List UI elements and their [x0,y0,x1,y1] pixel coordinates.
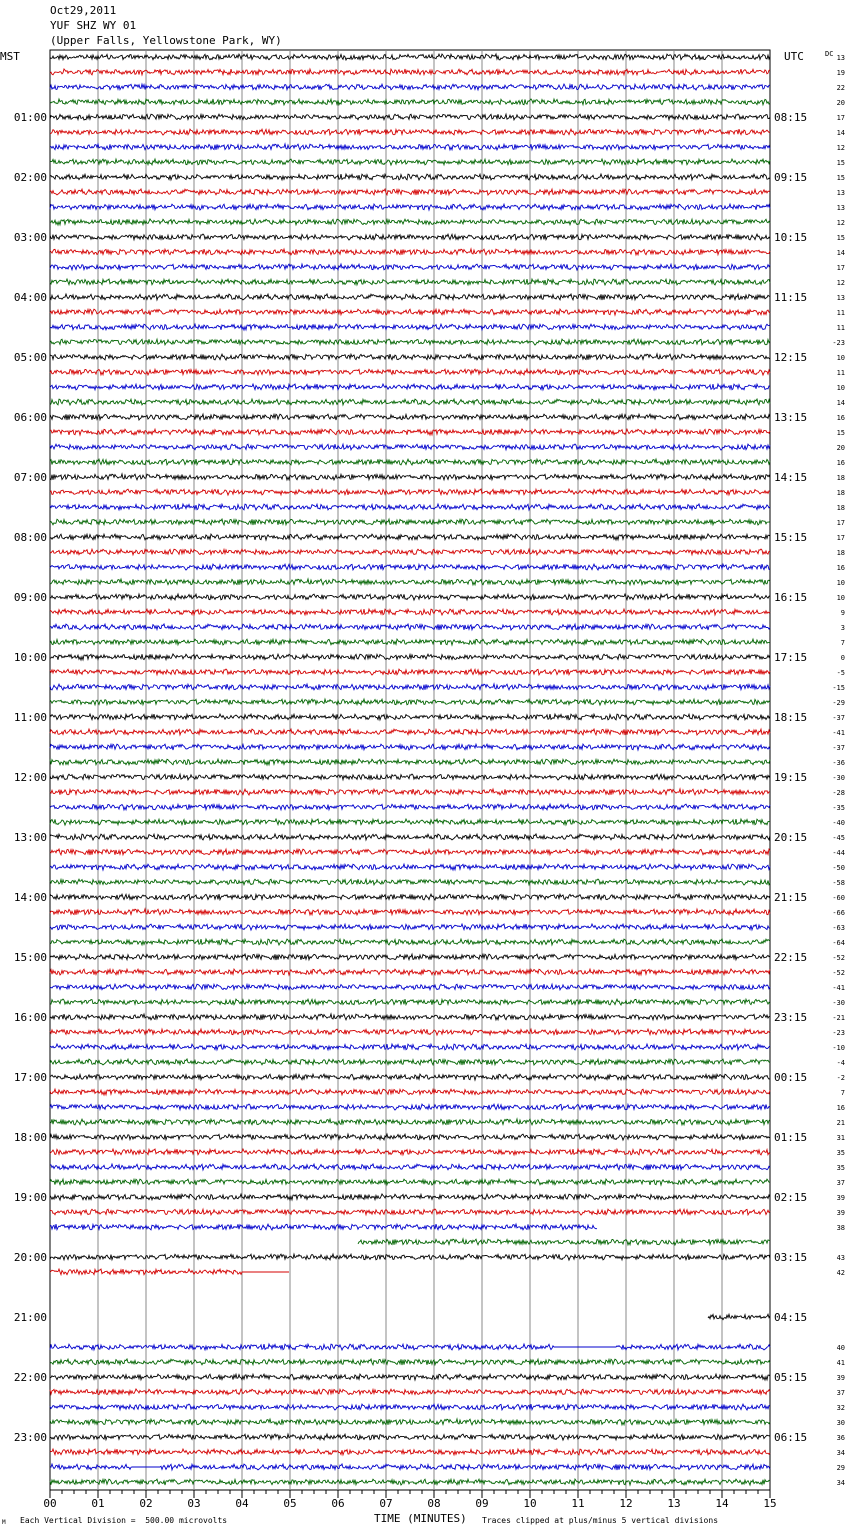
dc-offset-14: 17 [836,264,845,272]
mst-hour-label-8: 08:00 [13,531,47,544]
trace-row-41 [50,669,770,675]
utc-hour-label-9: 16:15 [774,591,808,604]
trace-row-69 [50,1089,770,1095]
dc-offset-50: -35 [832,804,845,812]
mst-hour-label-3: 03:00 [13,231,47,244]
dc-offset-71: 21 [836,1119,845,1127]
trace-row-87 [50,1359,770,1365]
utc-hour-label-14: 21:15 [774,891,808,904]
mst-hour-label-23: 23:00 [13,1431,47,1444]
dc-offset-75: 37 [836,1179,845,1187]
trace-row-91 [50,1419,770,1425]
dc-offset-70: 16 [836,1104,845,1112]
trace-row-25 [50,429,770,435]
dc-offset-69: 7 [840,1089,845,1097]
dc-offset-60: -52 [832,954,845,962]
dc-offset-95: 34 [836,1479,845,1487]
utc-hour-label-2: 09:15 [774,171,808,184]
x-tick-label-05: 05 [283,1497,297,1510]
trace-row-66 [50,1044,770,1050]
trace-row-14 [50,264,770,270]
trace-row-29 [50,489,770,495]
trace-row-17 [50,309,770,315]
header-date: Oct29,2011 [50,4,117,17]
trace-row-18 [50,324,770,330]
dc-offset-45: -41 [832,729,845,737]
trace-row-58 [50,924,770,930]
utc-hour-label-3: 10:15 [774,231,808,244]
dc-offset-32: 17 [836,534,845,542]
dc-offset-59: -64 [832,939,845,947]
mst-hour-label-1: 01:00 [13,111,47,124]
x-tick-label-02: 02 [139,1497,153,1510]
x-tick-label-11: 11 [571,1497,585,1510]
trace-row-74 [50,1164,770,1170]
mst-hour-label-18: 18:00 [13,1131,47,1144]
utc-hour-label-23: 06:15 [774,1431,808,1444]
trace-row-34 [50,564,770,570]
mst-hour-label-22: 22:00 [13,1371,47,1384]
dc-offset-19: -23 [832,339,845,347]
trace-row-10 [50,204,770,210]
trace-row-57 [50,909,770,915]
mst-hour-label-13: 13:00 [13,831,47,844]
dc-offset-57: -66 [832,909,845,917]
dc-offset-62: -41 [832,984,845,992]
x-tick-label-06: 06 [331,1497,345,1510]
trace-row-28 [50,474,770,480]
utc-hour-label-8: 15:15 [774,531,808,544]
mst-axis-label: MST [0,50,20,63]
x-tick-label-04: 04 [235,1497,249,1510]
footer-scale: Each Vertical Division = 500.00 microvolts [20,1516,228,1525]
trace-row-30 [50,504,770,510]
trace-row-1 [50,69,770,75]
trace-row-11 [50,219,770,225]
trace-row-67 [50,1059,770,1065]
trace-row-39 [50,639,770,645]
dc-offset-4: 17 [836,114,845,122]
footer-clip-note: Traces clipped at plus/minus 5 vertical divisions [482,1516,719,1525]
dc-offset-35: 10 [836,579,845,587]
dc-offset-37: 9 [840,609,845,617]
trace-row-40 [50,654,770,660]
utc-hour-label-20: 03:15 [774,1251,808,1264]
trace-row-21 [50,369,770,375]
trace-row-38 [50,624,770,630]
utc-hour-label-16: 23:15 [774,1011,808,1024]
utc-hour-label-6: 13:15 [774,411,808,424]
trace-row-6 [50,144,770,150]
mst-hour-label-14: 14:00 [13,891,47,904]
dc-offset-27: 16 [836,459,845,467]
trace-row-72 [50,1134,770,1140]
trace-row-56 [50,894,770,900]
dc-offset-22: 10 [836,384,845,392]
dc-offset-17: 11 [836,309,845,317]
trace-row-26 [50,444,770,450]
dc-offset-46: -37 [832,744,845,752]
x-tick-label-00: 00 [43,1497,57,1510]
x-tick-label-08: 08 [427,1497,441,1510]
utc-hour-label-21: 04:15 [774,1311,808,1324]
trace-row-33 [50,549,770,555]
trace-row-8 [50,174,770,180]
trace-row-84 [708,1314,770,1319]
trace-row-19 [50,339,770,345]
header-station: YUF SHZ WY 01 [50,19,137,32]
utc-hour-label-1: 08:15 [774,111,808,124]
dc-offset-54: -50 [832,864,845,872]
mst-hour-label-12: 12:00 [13,771,47,784]
dc-offset-72: 31 [836,1134,845,1142]
dc-offset-21: 11 [836,369,845,377]
dc-offset-51: -40 [832,819,845,827]
dc-offset-30: 18 [836,504,845,512]
trace-row-71 [50,1119,770,1125]
mst-hour-label-19: 19:00 [13,1191,47,1204]
x-tick-label-01: 01 [91,1497,105,1510]
x-tick-label-15: 15 [763,1497,777,1510]
mst-hour-label-2: 02:00 [13,171,47,184]
dc-offset-68: -2 [836,1074,845,1082]
trace-row-43 [50,699,770,705]
dc-offset-40: 0 [840,654,845,662]
mst-hour-label-21: 21:00 [13,1311,47,1324]
trace-row-88 [50,1374,770,1380]
dc-offset-56: -60 [832,894,845,902]
dc-offset-5: 14 [836,129,845,137]
dc-offset-3: 20 [836,99,845,107]
dc-offset-23: 14 [836,399,845,407]
dc-offset-73: 35 [836,1149,845,1157]
trace-row-86 [50,1344,770,1350]
dc-offset-10: 13 [836,204,845,212]
trace-row-24 [50,414,770,420]
dc-offset-74: 35 [836,1164,845,1172]
dc-offset-15: 12 [836,279,845,287]
dc-offset-88: 39 [836,1374,845,1382]
trace-row-64 [50,1014,770,1020]
dc-offset-6: 12 [836,144,845,152]
utc-axis-label: UTC [784,50,804,63]
dc-offset-25: 15 [836,429,845,437]
trace-row-12 [50,234,770,240]
trace-row-46 [50,744,770,750]
utc-hour-label-5: 12:15 [774,351,808,364]
x-tick-label-13: 13 [667,1497,681,1510]
trace-row-95 [50,1479,770,1485]
dc-offset-91: 30 [836,1419,845,1427]
trace-row-36 [50,594,770,600]
utc-hour-label-18: 01:15 [774,1131,808,1144]
trace-row-89 [50,1389,770,1395]
dc-offset-77: 39 [836,1209,845,1217]
trace-row-81 [50,1269,289,1275]
trace-row-53 [50,849,770,855]
utc-hour-label-7: 14:15 [774,471,808,484]
dc-offset-12: 15 [836,234,845,242]
x-tick-label-07: 07 [379,1497,393,1510]
trace-row-15 [50,279,770,285]
mst-hour-label-11: 11:00 [13,711,47,724]
trace-row-60 [50,954,770,960]
trace-row-23 [50,399,770,405]
dc-offset-90: 32 [836,1404,845,1412]
trace-row-70 [50,1104,770,1110]
mst-hour-label-20: 20:00 [13,1251,47,1264]
footer-mark: M [2,1519,6,1526]
trace-row-49 [50,789,770,795]
mst-hour-label-16: 16:00 [13,1011,47,1024]
header-location: (Upper Falls, Yellowstone Park, WY) [50,34,282,47]
trace-row-42 [50,684,770,690]
trace-row-79 [358,1239,770,1245]
trace-row-76 [50,1194,770,1200]
trace-row-93 [50,1449,770,1455]
utc-hour-label-15: 22:15 [774,951,808,964]
dc-offset-2: 22 [836,84,845,92]
dc-offset-67: -4 [836,1059,845,1067]
dc-offset-38: 3 [840,624,845,632]
utc-hour-label-12: 19:15 [774,771,808,784]
dc-offset-20: 10 [836,354,845,362]
utc-hour-label-17: 00:15 [774,1071,808,1084]
dc-offset-33: 18 [836,549,845,557]
mst-hour-label-7: 07:00 [13,471,47,484]
dc-offset-52: -45 [832,834,845,842]
mst-hour-label-6: 06:00 [13,411,47,424]
trace-row-78 [50,1224,597,1230]
trace-row-9 [50,189,770,195]
trace-row-22 [50,384,770,390]
dc-offset-34: 16 [836,564,845,572]
x-tick-label-12: 12 [619,1497,633,1510]
dc-offset-61: -52 [832,969,845,977]
utc-hour-label-11: 18:15 [774,711,808,724]
trace-row-59 [50,939,770,945]
dc-offset-39: 7 [840,639,845,647]
mst-hour-label-5: 05:00 [13,351,47,364]
dc-offset-87: 41 [836,1359,845,1367]
dc-offset-9: 13 [836,189,845,197]
dc-offset-36: 10 [836,594,845,602]
trace-row-32 [50,534,770,540]
trace-row-54 [50,864,770,870]
dc-offset-93: 34 [836,1449,845,1457]
dc-offset-49: -28 [832,789,845,797]
trace-row-3 [50,99,770,105]
trace-row-7 [50,159,770,165]
dc-offset-7: 15 [836,159,845,167]
dc-offset-86: 40 [836,1344,845,1352]
trace-row-16 [50,294,770,300]
dc-offset-78: 38 [836,1224,845,1232]
dc-offset-94: 29 [836,1464,845,1472]
mst-hour-label-10: 10:00 [13,651,47,664]
trace-row-45 [50,729,770,735]
trace-row-20 [50,354,770,360]
trace-row-5 [50,129,770,135]
x-tick-label-10: 10 [523,1497,537,1510]
trace-row-44 [50,714,770,720]
dc-offset-24: 16 [836,414,845,422]
dc-offset-8: 15 [836,174,845,182]
trace-row-61 [50,969,770,975]
dc-offset-65: -23 [832,1029,845,1037]
dc-offset-44: -37 [832,714,845,722]
x-tick-label-09: 09 [475,1497,489,1510]
x-tick-label-03: 03 [187,1497,201,1510]
dc-offset-42: -15 [832,684,845,692]
dc-offset-18: 11 [836,324,845,332]
trace-row-90 [50,1404,770,1410]
dc-offset-1: 19 [836,69,845,77]
dc-offset-16: 13 [836,294,845,302]
dc-offset-66: -10 [832,1044,845,1052]
trace-row-63 [50,999,770,1005]
mst-hour-label-9: 09:00 [13,591,47,604]
utc-hour-label-10: 17:15 [774,651,808,664]
trace-row-80 [50,1254,770,1260]
trace-row-13 [50,249,770,255]
dc-axis-label: DC [825,50,834,58]
dc-offset-80: 43 [836,1254,845,1262]
trace-row-68 [50,1074,770,1080]
utc-hour-label-22: 05:15 [774,1371,808,1384]
trace-row-2 [50,84,770,90]
dc-offset-28: 18 [836,474,845,482]
trace-row-35 [50,579,770,585]
dc-offset-41: -5 [836,669,845,677]
trace-row-65 [50,1029,770,1035]
trace-row-92 [50,1434,770,1440]
x-tick-label-14: 14 [715,1497,729,1510]
trace-row-73 [50,1149,770,1155]
trace-row-75 [50,1179,770,1185]
trace-row-37 [50,609,770,615]
dc-offset-92: 36 [836,1434,845,1442]
dc-offset-48: -30 [832,774,845,782]
trace-row-50 [50,804,770,810]
dc-offset-81: 42 [836,1269,845,1277]
trace-row-47 [50,759,770,765]
dc-offset-29: 18 [836,489,845,497]
dc-offset-89: 37 [836,1389,845,1397]
dc-offset-26: 20 [836,444,845,452]
trace-row-77 [50,1209,770,1215]
trace-row-52 [50,834,770,840]
trace-row-27 [50,459,770,465]
x-axis-title: TIME (MINUTES) [374,1512,467,1525]
trace-row-51 [50,819,770,825]
dc-offset-64: -21 [832,1014,845,1022]
trace-row-31 [50,519,770,525]
trace-row-0 [50,54,770,60]
dc-offset-58: -63 [832,924,845,932]
mst-hour-label-15: 15:00 [13,951,47,964]
trace-row-48 [50,774,770,780]
dc-offset-0: 13 [836,54,845,62]
dc-offset-11: 12 [836,219,845,227]
dc-offset-43: -29 [832,699,845,707]
dc-offset-55: -58 [832,879,845,887]
dc-offset-31: 17 [836,519,845,527]
dc-offset-13: 14 [836,249,845,257]
dc-offset-53: -44 [832,849,845,857]
trace-row-4 [50,114,770,120]
dc-offset-76: 39 [836,1194,845,1202]
dc-offset-63: -30 [832,999,845,1007]
trace-row-62 [50,984,770,990]
utc-hour-label-19: 02:15 [774,1191,808,1204]
utc-hour-label-13: 20:15 [774,831,808,844]
mst-hour-label-17: 17:00 [13,1071,47,1084]
dc-offset-47: -36 [832,759,845,767]
mst-hour-label-4: 04:00 [13,291,47,304]
trace-row-94 [50,1464,770,1470]
utc-hour-label-4: 11:15 [774,291,808,304]
trace-row-55 [50,879,770,885]
